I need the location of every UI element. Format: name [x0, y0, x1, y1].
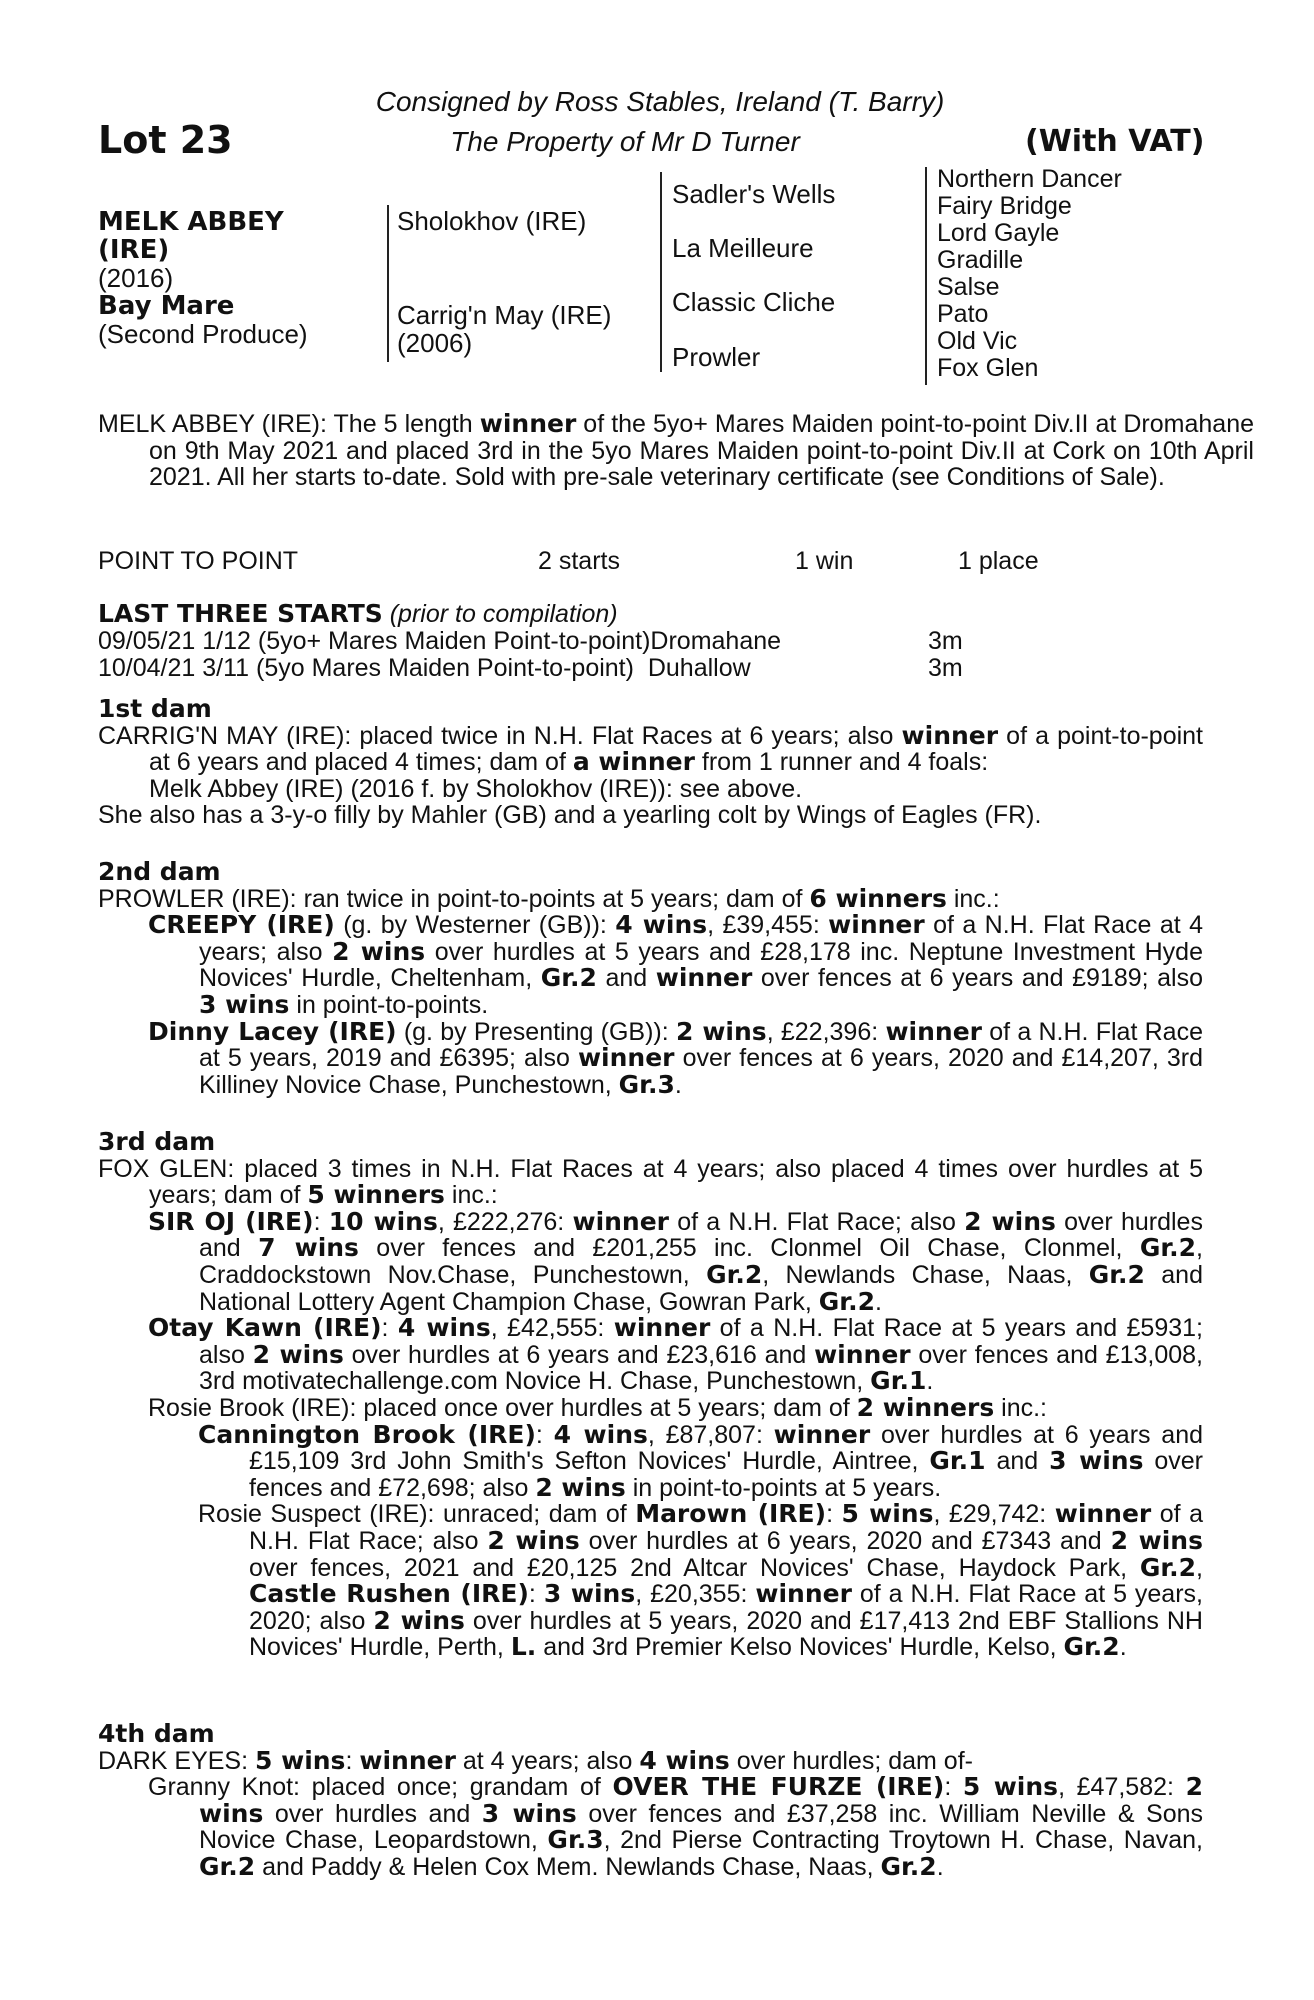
second-dam-section	[98, 859, 1203, 1098]
first-dam-heading: 1st dam	[98, 694, 212, 723]
first-dam-text: CARRIG'N MAY (IRE): placed twice in N.H. Flat Races at 6 years; also winner of a point-to-point at 6 years and placed 4 times; dam of a winner from 1 runner and 4 foals:	[98, 720, 1204, 777]
pedigree-great-grandparents	[937, 166, 1122, 382]
property-of: The Property of Mr D Turner	[450, 126, 800, 157]
horse-produce: (Second Produce)	[98, 319, 308, 349]
pedigree-dam-name: Carrig'n May (IRE)	[397, 300, 612, 330]
pedigree-dam	[397, 301, 611, 357]
ggp-1: Northern Dancer	[937, 165, 1122, 193]
fourth-dam-heading: 4th dam	[98, 1719, 215, 1748]
pedigree-line-3	[925, 167, 927, 385]
lot-number: Lot 23	[98, 118, 233, 162]
first-dam-also: She also has a 3-y-o filly by Mahler (GB) and a yearling colt by Wings of Eagles (FR).	[98, 801, 1042, 830]
pedigree-grandsire-2: Classic Cliche	[672, 287, 836, 317]
pedigree-line-1	[387, 205, 389, 362]
consignor-block	[330, 82, 990, 162]
second-dam-heading: 2nd dam	[98, 857, 221, 886]
record-label: POINT TO POINT	[98, 547, 299, 575]
pedigree-granddam-1: La Meilleure	[672, 233, 814, 263]
third-dam-progeny-3: Rosie Brook (IRE): placed once over hurdles at 5 years; dam of 2 winners inc.:	[148, 1392, 1047, 1422]
fourth-dam-progeny-1: Granny Knot: placed once; grandam of OVER THE FURZE (IRE): 5 wins, £47,582: 2 wins over hurdles and 3 wins over fences and £37,258 inc. William Neville & Sons Novice Chase, Leopardstown, Gr.3, 2nd Pierse Contracting Troytown H. Chase, Navan, Gr.2 and Paddy & Helen Cox Mem. Newlands Chase, Naas, Gr.2.	[148, 1772, 1204, 1881]
pedigree-granddam-2: Prowler	[672, 342, 761, 372]
record-wins: 1 win	[795, 547, 854, 575]
third-dam-section	[98, 1129, 1203, 1661]
record-starts: 2 starts	[538, 547, 620, 575]
ggp-6: Pato	[937, 300, 989, 328]
ggp-7: Old Vic	[937, 327, 1018, 355]
second-dam-text: PROWLER (IRE): ran twice in point-to-points at 5 years; dam of 6 winners inc.:	[98, 883, 1000, 913]
horse-year: (2016)	[98, 263, 174, 293]
horse-colour-sex: Bay Mare	[98, 291, 235, 321]
horse-summary: MELK ABBEY (IRE): The 5 length winner of the 5yo+ Mares Maiden point-to-point Div.II at Dromahane on 9th May 2021 and placed 3rd in the 5yo Mares Maiden point-to-point Div.II at Cork on 10th April 2021. All her starts to-date. Sold with pre-sale veterinary certificate (see Conditions of Sale).	[98, 409, 1255, 492]
first-dam-foal: Melk Abbey (IRE) (2016 f. by Sholokhov (IRE)): see above.	[149, 774, 803, 803]
third-dam-progeny-2: Otay Kawn (IRE): 4 wins, £42,555: winner of a N.H. Flat Race at 5 years and £5931; also 2 wins over hurdles at 6 years and £23,616 and winner over fences and £13,008, 3rd motivatechallenge.com Novice H. Chase, Punchestown, Gr.1.	[148, 1313, 1203, 1396]
first-dam-section	[98, 696, 1203, 829]
second-dam-progeny-1: CREEPY (IRE) (g. by Westerner (GB)): 4 wins, £39,455: winner of a N.H. Flat Race at 4 years; also 2 wins over hurdles at 5 years and £28,178 inc. Neptune Investment Hyde Novices' Hurdle, Cheltenham, Gr.2 and winner over fences at 6 years and £9189; also 3 wins in point-to-points.	[148, 910, 1204, 1019]
horse-info	[98, 208, 308, 348]
horse-name: MELK ABBEY	[98, 207, 284, 237]
third-dam-grandprogeny-1: Cannington Brook (IRE): 4 wins, £87,807: winner over hurdles at 6 years and £15,109 3rd John Smith's Sefton Novices' Hurdle, Aintree, Gr.1 and 3 wins over fences and £72,698; also 2 wins in point-to-points at 5 years.	[198, 1419, 1204, 1502]
third-dam-text: FOX GLEN: placed 3 times in N.H. Flat Races at 4 years; also placed 4 times over hurdles at 5 years; dam of 5 winners inc.:	[98, 1154, 1203, 1210]
pedigree-grandsire-1: Sadler's Wells	[672, 179, 836, 209]
second-dam-progeny-2: Dinny Lacey (IRE) (g. by Presenting (GB)): 2 wins, £22,396: winner of a N.H. Flat Race at 5 years, 2019 and £6395; also winner over fences at 6 years, 2020 and £14,207, 3rd Killiney Novice Chase, Punchestown, Gr.3.	[148, 1016, 1203, 1099]
third-dam-grandprogeny-2: Rosie Suspect (IRE): unraced; dam of Marown (IRE): 5 wins, £29,742: winner of a N.H. Flat Race; also 2 wins over hurdles at 6 years, 2020 and £7343 and 2 wins over fences, 2021 and £20,125 2nd Altcar Novices' Chase, Haydock Park, Gr.2, Castle Rushen (IRE): 3 wins, £20,355: winner of a N.H. Flat Race at 5 years, 2020; also 2 wins over hurdles at 5 years, 2020 and £17,413 2nd EBF Stallions NH Novices' Hurdle, Perth, L. and 3rd Premier Kelso Novices' Hurdle, Kelso, Gr.2.	[198, 1499, 1203, 1662]
ggp-2: Fairy Bridge	[937, 192, 1072, 220]
fourth-dam-text: DARK EYES: 5 wins: winner at 4 years; also 4 wins over hurdles; dam of-	[98, 1745, 973, 1775]
third-dam-progeny-1: SIR OJ (IRE): 10 wins, £222,276: winner of a N.H. Flat Race; also 2 wins over hurdles and 7 wins over fences and £201,255 inc. Clonmel Oil Chase, Clonmel, Gr.2, Craddockstown Nov.Chase, Punchestown, Gr.2, Newlands Chase, Naas, Gr.2 and National Lottery Agent Champion Chase, Gowran Park, Gr.2.	[148, 1206, 1203, 1316]
ggp-5: Salse	[937, 273, 1000, 301]
last-three-starts	[98, 600, 1203, 682]
start-row: 10/04/21 3/11 (5yo Mares Maiden Point-to-point) Duhallow 3m	[98, 654, 963, 682]
ggp-8: Fox Glen	[937, 354, 1039, 382]
pedigree-dam-year: (2006)	[397, 328, 473, 358]
consigned-by: Consigned by Ross Stables, Ireland (T. Barry)	[375, 86, 945, 117]
pedigree-sire: Sholokhov (IRE)	[397, 206, 587, 236]
vat-label: (With VAT)	[1025, 124, 1205, 159]
last-three-note: (prior to compilation)	[389, 600, 618, 628]
ggp-3: Lord Gayle	[937, 219, 1060, 247]
horse-name-suffix: (IRE)	[98, 235, 170, 265]
ggp-4: Gradille	[937, 246, 1024, 274]
fourth-dam-section	[98, 1721, 1203, 1881]
pedigree-line-2	[660, 172, 662, 372]
third-dam-heading: 3rd dam	[98, 1127, 216, 1156]
last-three-heading: LAST THREE STARTS	[98, 599, 383, 628]
record-places: 1 place	[958, 547, 1039, 575]
start-row: 09/05/21 1/12 (5yo+ Mares Maiden Point-to-point)Dromahane 3m	[98, 627, 963, 655]
